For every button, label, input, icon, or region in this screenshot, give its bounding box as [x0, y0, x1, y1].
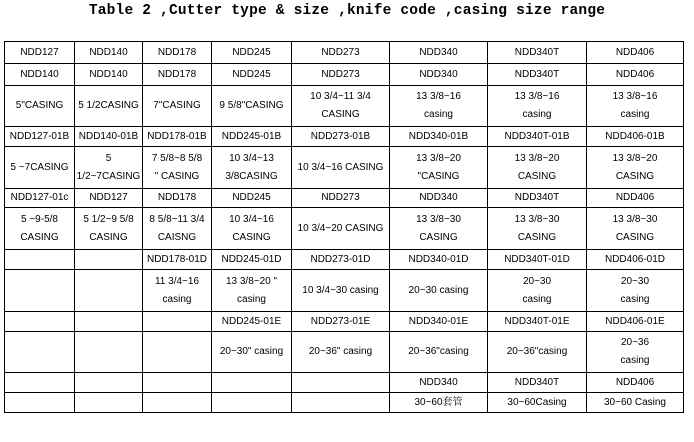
table-cell: NDD140: [75, 42, 143, 64]
table-cell: [5, 270, 75, 312]
table-cell: 5"CASING: [5, 86, 75, 127]
table-cell: NDD245: [212, 64, 292, 86]
table-cell: NDD273-01B: [292, 127, 390, 147]
table-cell: 20~36" casing: [292, 332, 390, 373]
table-cell: 10 3/4~16 CASING: [212, 208, 292, 250]
table-row: [5, 42, 684, 64]
table-cell: 20~30 casing: [390, 270, 488, 312]
table-cell: NDD178: [143, 42, 212, 64]
table-cell: [75, 270, 143, 312]
table-row: [5, 250, 684, 270]
table-cell: 20~36"casing: [390, 332, 488, 373]
table-cell: NDD340: [390, 373, 488, 393]
table-cell: NDD273: [292, 189, 390, 208]
table-row: [5, 332, 684, 373]
table-cell: [75, 373, 143, 393]
table-cell: NDD178-01D: [143, 250, 212, 270]
table-cell: NDD340-01E: [390, 312, 488, 332]
table-cell: NDD245-01B: [212, 127, 292, 147]
table-cell: NDD127-01c: [5, 189, 75, 208]
table-cell: 5 1/2~9 5/8 CASING: [75, 208, 143, 250]
table-cell: 13 3/8~20 CASING: [488, 147, 587, 189]
table-cell: NDD273-01E: [292, 312, 390, 332]
table-cell: 10 3/4~13 3/8CASING: [212, 147, 292, 189]
table-cell: NDD178-01B: [143, 127, 212, 147]
table-row: [5, 127, 684, 147]
table-cell: NDD245: [212, 189, 292, 208]
table-cell: [292, 393, 390, 413]
table-row: [5, 189, 684, 208]
table-cell: NDD340-01D: [390, 250, 488, 270]
table-cell: [5, 393, 75, 413]
table-cell: [5, 312, 75, 332]
table-cell: NDD273-01D: [292, 250, 390, 270]
table-cell: 13 3/8~20 " casing: [212, 270, 292, 312]
table-row: [5, 86, 684, 127]
table-cell: NDD406-01B: [587, 127, 684, 147]
table-cell: NDD340T: [488, 373, 587, 393]
table-cell: 30~60Casing: [488, 393, 587, 413]
table-cell: NDD406: [587, 64, 684, 86]
table-cell: 5 1/2CASING: [75, 86, 143, 127]
table-cell: NDD406: [587, 42, 684, 64]
table-cell: [143, 393, 212, 413]
table-cell: 20~30" casing: [212, 332, 292, 373]
table-cell: NDD406-01D: [587, 250, 684, 270]
table-cell: NDD340T-01D: [488, 250, 587, 270]
table-cell: NDD340T-01B: [488, 127, 587, 147]
table-cell: 13 3/8~20 "CASING: [390, 147, 488, 189]
table-cell: NDD245-01D: [212, 250, 292, 270]
table-cell: 30~60套管: [390, 393, 488, 413]
table-cell: 13 3/8~20 CASING: [587, 147, 684, 189]
table-cell: 5 ~9-5/8 CASING: [5, 208, 75, 250]
table-cell: [5, 250, 75, 270]
table-cell: 13 3/8~30 CASING: [488, 208, 587, 250]
table-cell: NDD340T: [488, 189, 587, 208]
table-cell: NDD245: [212, 42, 292, 64]
table-cell: 30~60 Casing: [587, 393, 684, 413]
table-cell: 10 3/4~30 casing: [292, 270, 390, 312]
table-cell: NDD127: [75, 189, 143, 208]
table-cell: 13 3/8~16 casing: [390, 86, 488, 127]
table-cell: 13 3/8~16 casing: [488, 86, 587, 127]
table-cell: NDD340: [390, 189, 488, 208]
table-cell: 7"CASING: [143, 86, 212, 127]
table-cell: 10 3/4~16 CASING: [292, 147, 390, 189]
table-row: [5, 393, 684, 413]
table-row: [5, 64, 684, 86]
table-cell: NDD127-01B: [5, 127, 75, 147]
table-cell: 20~36 casing: [587, 332, 684, 373]
table-row: [5, 373, 684, 393]
table-cell: [143, 332, 212, 373]
table-title: Table 2 ,Cutter type & size ,knife code ,casing size range: [88, 3, 606, 19]
cutter-table: [4, 41, 684, 413]
table-cell: NDD340T: [488, 42, 587, 64]
table-cell: NDD140-01B: [75, 127, 143, 147]
table-cell: NDD178: [143, 64, 212, 86]
table-cell: NDD340: [390, 64, 488, 86]
table-cell: NDD273: [292, 42, 390, 64]
table-row: [5, 270, 684, 312]
table-cell: NDD406: [587, 189, 684, 208]
table-cell: [292, 373, 390, 393]
table-cell: [143, 373, 212, 393]
table-cell: 7 5/8~8 5/8 " CASING: [143, 147, 212, 189]
table-cell: NDD406: [587, 373, 684, 393]
table-cell: NDD178: [143, 189, 212, 208]
table-cell: [75, 332, 143, 373]
table-cell: 13 3/8~16 casing: [587, 86, 684, 127]
table-cell: [5, 373, 75, 393]
table-cell: NDD340: [390, 42, 488, 64]
table-cell: NDD273: [292, 64, 390, 86]
table-cell: 8 5/8~11 3/4 CAISNG: [143, 208, 212, 250]
table-cell: [75, 250, 143, 270]
table-cell: 20~30 casing: [587, 270, 684, 312]
table-cell: 9 5/8"CASING: [212, 86, 292, 127]
table-cell: [5, 332, 75, 373]
table-cell: NDD340T-01E: [488, 312, 587, 332]
table-cell: NDD127: [5, 42, 75, 64]
table-cell: 5 1/2~7CASING: [75, 147, 143, 189]
table-row: [5, 208, 684, 250]
table-cell: NDD245-01E: [212, 312, 292, 332]
table-cell: [143, 312, 212, 332]
table-cell: [212, 393, 292, 413]
table-cell: 10 3/4~11 3/4 CASING: [292, 86, 390, 127]
table-cell: 13 3/8~30 CASING: [587, 208, 684, 250]
table-cell: 20~36"casing: [488, 332, 587, 373]
table-cell: 20~30 casing: [488, 270, 587, 312]
table-cell: 5 ~7CASING: [5, 147, 75, 189]
table-cell: [212, 373, 292, 393]
table-cell: NDD340-01B: [390, 127, 488, 147]
table-cell: NDD406-01E: [587, 312, 684, 332]
table-cell: 11 3/4~16 casing: [143, 270, 212, 312]
table-cell: 10 3/4~20 CASING: [292, 208, 390, 250]
table-cell: NDD140: [75, 64, 143, 86]
table-cell: 13 3/8~30 CASING: [390, 208, 488, 250]
table-row: [5, 147, 684, 189]
table-cell: [75, 312, 143, 332]
table-cell: [75, 393, 143, 413]
table-cell: NDD140: [5, 64, 75, 86]
table-cell: NDD340T: [488, 64, 587, 86]
table-row: [5, 312, 684, 332]
